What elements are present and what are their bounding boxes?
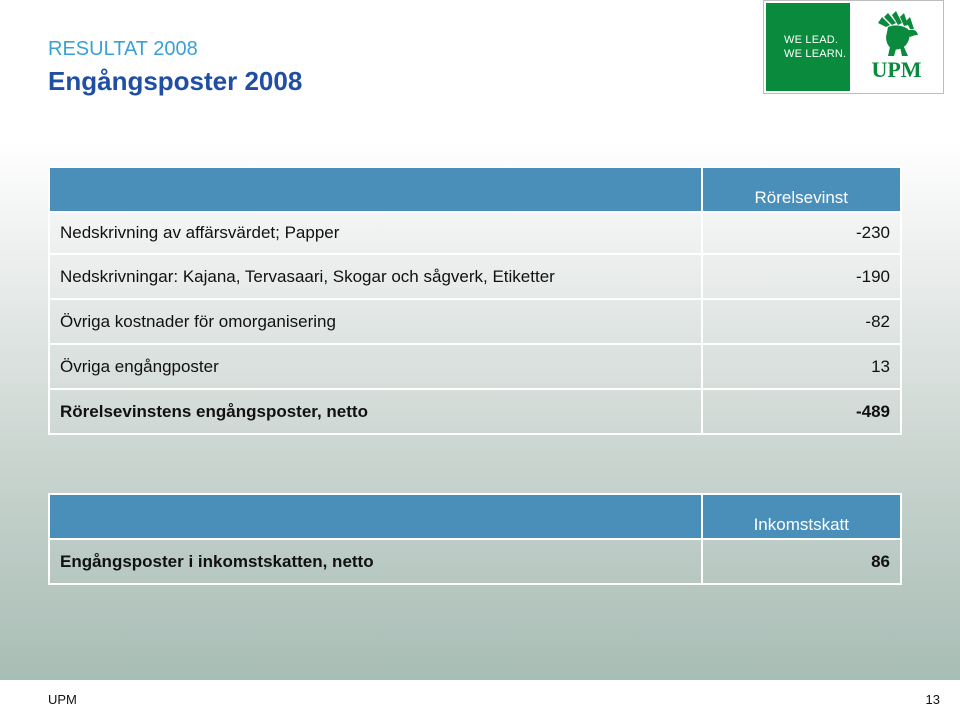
slide-kicker: RESULTAT 2008 [48, 38, 198, 60]
table-row [49, 212, 901, 254]
operating-profit-table [48, 166, 902, 435]
slogan-panel [766, 3, 850, 91]
table-header-row [49, 494, 901, 539]
table-total-row [49, 539, 901, 584]
slogan-line-2: WE LEARN. [784, 48, 847, 60]
total-label: Engångsposter i inkomstskatten, netto [49, 539, 702, 584]
brand-panel [852, 3, 941, 91]
row-value: -230 [702, 212, 901, 254]
griffin-icon [874, 11, 920, 57]
slogan-text [784, 33, 846, 61]
slide-title: Engångsposter 2008 [48, 66, 303, 96]
column-header-inkomstskatt: Inkomstskatt [702, 494, 901, 539]
table-header-row [49, 167, 901, 212]
row-label: Övriga engångposter [49, 344, 702, 389]
row-value: -82 [702, 299, 901, 344]
table-row [49, 344, 901, 389]
header-empty-cell [49, 167, 702, 212]
total-label: Rörelsevinstens engångsposter, netto [49, 389, 702, 434]
upm-logo [763, 0, 944, 94]
table-row [49, 254, 901, 299]
column-header-rorelsevinst: Rörelsevinst [702, 167, 901, 212]
page-number: 13 [925, 692, 940, 707]
slogan-line-1: WE LEAD. [784, 34, 839, 46]
brand-wordmark: UPM [871, 57, 922, 82]
row-label: Övriga kostnader för omorganisering [49, 299, 702, 344]
row-label: Nedskrivning av affärsvärdet; Papper [49, 212, 702, 254]
total-value: -489 [702, 389, 901, 434]
row-label: Nedskrivningar: Kajana, Tervasaari, Skogar och sågverk, Etiketter [49, 254, 702, 299]
row-value: -190 [702, 254, 901, 299]
total-value: 86 [702, 539, 901, 584]
table-total-row [49, 389, 901, 434]
table-row [49, 299, 901, 344]
row-value: 13 [702, 344, 901, 389]
footer-company: UPM [48, 692, 77, 707]
income-tax-table [48, 493, 902, 585]
footer-bar [0, 680, 960, 706]
header-empty-cell [49, 494, 702, 539]
